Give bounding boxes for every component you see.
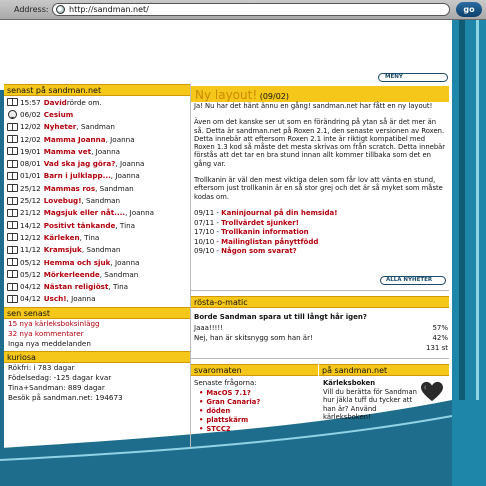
latest-news-date: 01/01 (20, 171, 41, 181)
poll-option[interactable] (194, 323, 448, 333)
book-icon (6, 183, 18, 193)
pasand-text: Vill du berätta för Sandman hur jäkla tuff du tycker att han är? Använd kärleksboken! (323, 387, 417, 422)
latest-news-link[interactable]: Mammas ros (43, 183, 96, 193)
latest-news-author: , Sandman (99, 269, 139, 279)
curiosa-section-title: kuriosa (4, 351, 190, 363)
svarom-section-title: svaromaten (191, 364, 318, 376)
latest-news-date: 19/01 (20, 146, 41, 156)
news-link-title[interactable]: Någon som svarat? (221, 247, 297, 255)
news-paragraph: Även om det kanske ser ut som en förändring på ytan så är det mer än så. Detta är sandman.net på Roxen 2.1, den senaste versionen av Roxen. Detta innebär att eftersom Roxen 2.1 inte är riktigt kompatibel med Roxen 1.3 kod så måste det mesta skrivas om från scratch. Detta innebär förstås att det tar en bra stund innan allt kommer tillbaka som det en gång var. (194, 118, 446, 168)
latest-news-list (4, 96, 190, 305)
latest-news-item[interactable] (4, 145, 190, 157)
news-link-date: 17/10 (194, 228, 215, 236)
latest-news-date: 15:57 (20, 97, 41, 107)
news-links-list (194, 209, 446, 257)
latest-news-link[interactable]: Usch! (43, 294, 67, 304)
latest-news-author: , Sandman (81, 245, 121, 255)
latest-news-item[interactable] (4, 194, 190, 206)
svarom-intro: Senaste frågorna: (194, 379, 257, 387)
book-icon (6, 232, 18, 242)
curiosa-line: Rökfri: i 783 dagar (8, 363, 75, 373)
news-link-date: 10/10 (194, 237, 215, 246)
news-link-date: 09/11 (194, 209, 215, 217)
latest-news-link[interactable]: Lovebug! (43, 196, 82, 206)
heart-icon[interactable] (421, 381, 443, 403)
latest-news-item[interactable] (4, 121, 190, 133)
smiley-icon (6, 109, 18, 119)
latest-news-link[interactable]: Positivt tänkande (43, 220, 116, 230)
news-link-item[interactable]: 07/11 - Trollvärdet sjunker! (194, 218, 299, 227)
latest-news-date: 12/12 (20, 232, 41, 242)
latest-news-author: , Joanna (105, 134, 135, 144)
go-button[interactable]: go (456, 2, 482, 17)
latest-news-author: , Sandman (95, 183, 134, 193)
pasand-section (319, 364, 449, 376)
svarom-question[interactable]: • plattskärm (199, 416, 318, 425)
latest-news-date: 05/12 (20, 269, 41, 279)
latest-news-date: 06/02 (20, 109, 41, 119)
news-link-title[interactable]: Mailinglistan pånyttfödd (221, 237, 319, 246)
latest-news-link[interactable]: Kärleken (43, 232, 80, 242)
poll-option-label[interactable]: Nej, han är skitsnygg som han är! (194, 334, 313, 342)
latest-news-item[interactable] (4, 231, 190, 243)
latest-news-author: , Joanna (66, 294, 96, 304)
latest-news-author: , Sandman (81, 196, 121, 206)
book-icon (6, 97, 18, 107)
latest-news-date: 04/12 (20, 294, 41, 304)
book-icon (6, 159, 18, 169)
latest-news-date: 14/12 (20, 220, 41, 230)
news-paragraph: Trollkanin är väl den mest viktiga delen som får lov att vänta en stund, eftersom just trollkanin är en så stor grej och det är så myket som måste kodas om. (194, 176, 443, 201)
book-icon (6, 146, 18, 156)
poll-option-label[interactable]: Jaaa!!!!! (194, 324, 223, 332)
news-paragraph: Ja! Nu har det hänt ännu en gång! sandman.net har fått en ny layout! (194, 102, 433, 110)
book-icon (6, 245, 18, 255)
latest-news-item[interactable] (4, 170, 190, 182)
address-url: http://sandman.net/ (69, 5, 149, 14)
svarom-question[interactable]: • Gran Canaria? (199, 398, 318, 407)
all-news-button[interactable]: ALLA NYHETER (380, 276, 446, 285)
latest-news-author: , Joanna (115, 159, 145, 169)
poll-section-title: rösta-o-matic (191, 296, 449, 308)
latest-news-link[interactable]: Mamma vet (43, 146, 92, 156)
divider (191, 290, 449, 291)
latest-news-date: 12/02 (20, 122, 41, 132)
curiosa-line: Födelsedag: -125 dagar kvar (8, 373, 112, 383)
news-title-text: Ny layout! (195, 88, 258, 102)
seen-section-title: sen senast (4, 307, 190, 319)
latest-news-link[interactable]: Mamma Joanna (43, 134, 106, 144)
latest-section-title: senast på sandman.net (4, 84, 190, 96)
book-icon (6, 220, 18, 230)
divider (191, 358, 449, 359)
poll-option-value: 57% (432, 324, 448, 332)
latest-news-author: , Tina (115, 220, 136, 230)
latest-news-item[interactable] (4, 244, 190, 256)
svarom-section (191, 364, 318, 376)
svarom-question[interactable]: • STCC2 (199, 425, 318, 434)
latest-news-date: 25/12 (20, 183, 41, 193)
latest-news-link[interactable]: Cesium (43, 109, 74, 119)
news-link-item[interactable]: 10/10 - Mailinglistan pånyttfödd (194, 237, 319, 246)
latest-news-link[interactable]: Magsjuk eller nåt.... (43, 208, 126, 218)
browser-address-bar (0, 0, 486, 20)
book-icon (6, 269, 18, 279)
latest-news-item[interactable] (4, 256, 190, 268)
latest-news-item[interactable] (4, 207, 190, 219)
news-article (194, 102, 446, 209)
latest-news-item[interactable] (4, 133, 190, 145)
poll-question: Borde Sandman spara ut till långt hår igen? (194, 313, 367, 321)
book-icon (6, 294, 18, 304)
book-icon (6, 196, 18, 206)
latest-news-author: , Joanna (125, 208, 155, 218)
globe-icon (56, 5, 65, 14)
latest-news-link[interactable]: David (43, 97, 67, 107)
latest-news-author: rörde om. (66, 97, 102, 107)
curiosa-line: Besök på sandman.net: 194673 (8, 393, 123, 403)
column-divider (190, 84, 191, 448)
latest-news-link[interactable]: Barn i julklapp... (43, 171, 111, 181)
curiosa-line: Tina+Sandman: 889 dagar (8, 383, 105, 393)
latest-news-author: , Joanna (91, 146, 121, 156)
latest-news-link[interactable]: Nästan religiöst (43, 282, 109, 292)
latest-news-item[interactable] (4, 293, 190, 305)
book-icon (6, 171, 18, 181)
latest-news-date: 21/12 (20, 208, 41, 218)
poll-section (191, 296, 449, 308)
latest-news-date: 08/01 (20, 159, 41, 169)
seen-comments-count[interactable]: 32 nya kommentarer (8, 329, 84, 339)
seen-guestbook-count[interactable]: 15 nya kärleksboksinlägg (8, 319, 100, 329)
latest-news-author: , Joanna (110, 171, 140, 181)
book-icon (6, 134, 18, 144)
book-icon (6, 208, 18, 218)
poll-option-value: 42% (432, 334, 448, 342)
svarom-box (194, 379, 318, 434)
latest-news-date: 05/12 (20, 257, 41, 267)
address-input[interactable] (52, 3, 450, 16)
poll-total-row (194, 343, 448, 353)
news-link-title[interactable]: Trollkanin information (221, 228, 309, 236)
news-date: (09/02) (257, 92, 289, 101)
latest-news-item[interactable] (4, 219, 190, 231)
latest-news-link[interactable]: Hemma och sjuk (43, 257, 111, 267)
news-link-item[interactable]: 09/10 - Någon som svarat? (194, 247, 297, 255)
latest-news-link[interactable]: Mörkerleende (43, 269, 100, 279)
poll-box (194, 313, 448, 353)
latest-news-link[interactable]: Kramsjuk (43, 245, 82, 255)
latest-news-date: 11/12 (20, 245, 41, 255)
news-link-title[interactable]: Kaninjournal på din hemsida! (221, 209, 338, 217)
news-link-title[interactable]: Trollvärdet sjunker! (221, 218, 299, 227)
news-link-item[interactable]: 09/11 - Kaninjournal på din hemsida! (194, 209, 338, 217)
book-icon (6, 282, 18, 292)
latest-news-link[interactable]: Vad ska jag göra? (43, 159, 116, 169)
address-label: Address: (14, 5, 49, 14)
latest-news-item[interactable] (4, 108, 190, 120)
left-column (4, 84, 190, 403)
latest-news-item[interactable] (4, 182, 190, 194)
latest-news-author: , Sandman (76, 122, 115, 132)
latest-news-item[interactable] (4, 157, 190, 169)
latest-news-item[interactable] (4, 280, 190, 292)
news-link-date: 09/10 (194, 247, 215, 255)
svarom-question-list (194, 389, 318, 434)
latest-news-author: , Tina (79, 232, 100, 242)
latest-news-date: 04/12 (20, 282, 41, 292)
news-link-item[interactable]: 17/10 - Trollkanin information (194, 228, 309, 236)
latest-news-item[interactable] (4, 96, 190, 108)
svarom-question[interactable]: • döden (199, 407, 318, 416)
seen-messages-status: Inga nya meddelanden (8, 339, 91, 349)
latest-news-author: , Tina (108, 282, 129, 292)
svarom-question[interactable]: • MacOS 7.1? (199, 389, 318, 398)
pasand-heading[interactable]: Kärleksboken (323, 379, 376, 387)
news-title (195, 88, 289, 102)
news-link-date: 07/11 (194, 218, 215, 227)
latest-news-author: , Joanna (110, 257, 140, 267)
poll-option[interactable] (194, 333, 448, 343)
poll-total: 131 st (426, 344, 448, 352)
latest-news-date: 25/12 (20, 196, 41, 206)
pasand-section-title: på sandman.net (319, 364, 449, 376)
latest-news-link[interactable]: Nyheter (43, 122, 77, 132)
book-icon (6, 257, 18, 267)
latest-news-item[interactable] (4, 268, 190, 280)
latest-news-date: 12/02 (20, 134, 41, 144)
book-icon (6, 122, 18, 132)
menu-button[interactable]: MENY (378, 73, 448, 82)
